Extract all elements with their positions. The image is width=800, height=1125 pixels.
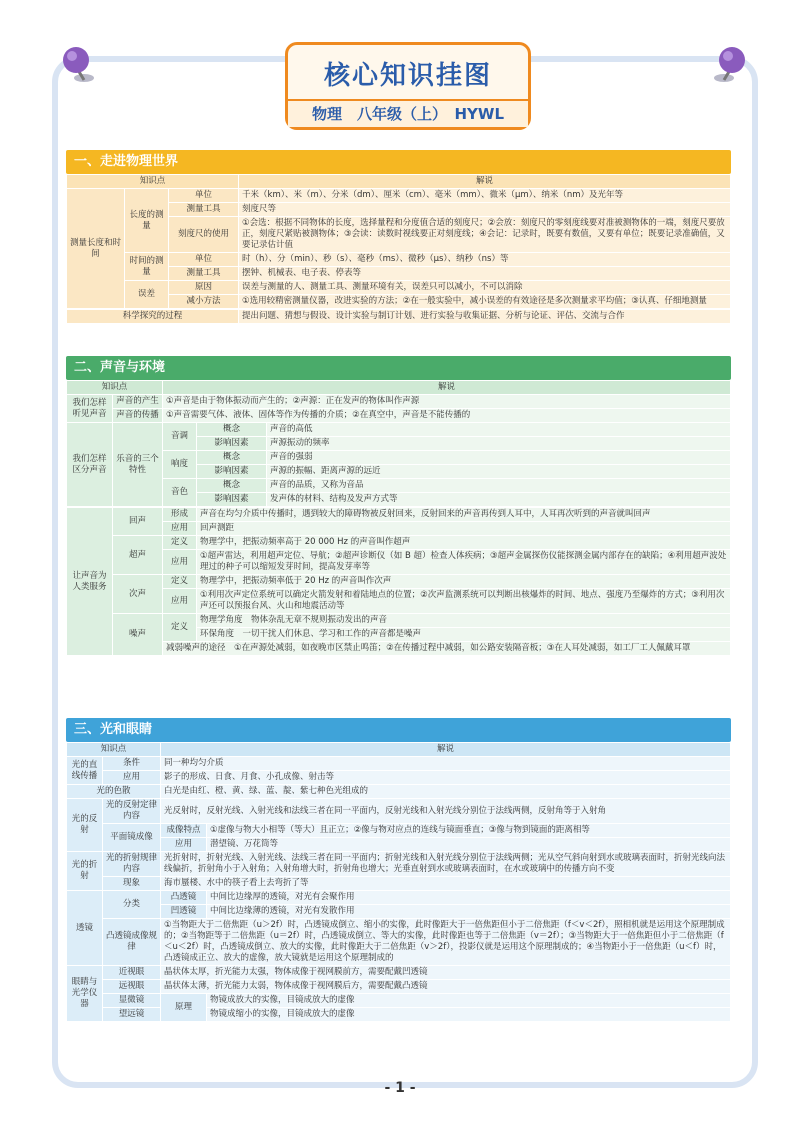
section-1-table (66, 174, 731, 309)
table-row (67, 479, 731, 493)
sub-cell: 定义 (163, 536, 197, 550)
table-row (67, 757, 731, 771)
table-row (67, 799, 731, 824)
desc-cell: ①会选：根据不同物体的长度，选择量程和分度值合适的刻度尺；②会放：刻度尺的零刻度线要对准被测物体的一端，刻度尺要放正，刻度尺紧贴被测物体；③会读：读数时视线要正对刻度线；④会记：记录时，既要有数值，又要有单位；既要记录准确值，又要记录估计值 (239, 217, 731, 253)
sub-cell: 原理 (161, 994, 207, 1022)
topic-cell: 光的色散 (67, 785, 161, 799)
table-row (67, 550, 731, 575)
sub-cell: 单位 (169, 253, 239, 267)
table-row (67, 905, 731, 919)
pushpin-icon (54, 40, 102, 88)
sub-cell: 定义 (163, 575, 197, 589)
desc-cell: 摆钟、机械表、电子表、停表等 (239, 267, 731, 281)
desc-cell: 影子的形成、日食、月食、小孔成像、射击等 (161, 771, 731, 785)
sub-cell: 望远镜 (103, 1008, 161, 1022)
table-row (67, 253, 731, 267)
desc-cell: ①声音需要气体、液体、固体等作为传播的介质；②在真空中，声音是不能传播的 (163, 409, 731, 423)
desc-cell: 中间比边缘厚的透镜，对光有会聚作用 (207, 891, 731, 905)
header-cell: 知识点 (67, 381, 163, 395)
desc-cell: 发声体的材料、结构及发声方式等 (267, 493, 731, 507)
table-header (67, 175, 731, 189)
desc-cell: 时（h）、分（min）、秒（s）、毫秒（ms）、微秒（μs）、纳秒（ns）等 (239, 253, 731, 267)
table-row (67, 189, 731, 203)
sub-cell: 分类 (103, 891, 161, 919)
table-row (67, 838, 731, 852)
sub-cell: 光的反射定律内容 (103, 799, 161, 824)
desc-cell: 海市蜃楼、水中的筷子看上去弯折了等 (161, 877, 731, 891)
table-row (67, 508, 731, 522)
sub-cell: 声音的传播 (113, 409, 163, 423)
desc-cell: 声源振动的频率 (267, 437, 731, 451)
sub-cell: 回声 (113, 508, 163, 536)
sub-cell: 形成 (163, 508, 197, 522)
section-2-table-serve (66, 507, 731, 656)
desc-cell (197, 614, 731, 628)
page-title: 核心知识挂图 (323, 61, 492, 91)
sub-cell: 原因 (169, 281, 239, 295)
sub-cell: 远视眼 (103, 980, 161, 994)
sub-cell: 条件 (103, 757, 161, 771)
desc-cell: ①声音是由于物体振动而产生的；②声源：正在发声的物体叫作声源 (163, 395, 731, 409)
sub-cell: 测量工具 (169, 203, 239, 217)
desc-cell: 物理学中，把振动频率高于 20 000 Hz 的声音叫作超声 (197, 536, 731, 550)
section-1-table-tail (66, 309, 731, 324)
table-row (67, 395, 731, 409)
aspect-text: 物体杂乱无章不规则振动发出的声音 (251, 615, 388, 625)
table-row (67, 966, 731, 980)
aspect-text: 一切干扰人们休息、学习和工作的声音都是噪声 (242, 629, 422, 639)
desc-cell: 晶状体太厚，折光能力太强，物体成像于视网膜前方，需要配戴凹透镜 (161, 966, 731, 980)
sub-cell: 概念 (197, 479, 267, 493)
topic-cell: 我们怎样听见声音 (67, 395, 113, 423)
table-row (67, 891, 731, 905)
table-row (67, 980, 731, 994)
topic-cell: 测量长度和时间 (67, 189, 125, 309)
desc-cell: 声音的品质，又称为音品 (267, 479, 731, 493)
sub-cell: 声音的产生 (113, 395, 163, 409)
sub-cell: 音色 (163, 479, 197, 507)
table-row (67, 877, 731, 891)
desc-cell: 刻度尺等 (239, 203, 731, 217)
section-1 (66, 150, 731, 324)
desc-cell: 提出问题、猜想与假设、设计实验与制订计划、进行实验与收集证据、分析与论证、评估、交流与合作 (239, 310, 731, 324)
desc-cell: 声源的振幅、距离声源的远近 (267, 465, 731, 479)
sub-cell: 凹透镜 (161, 905, 207, 919)
title-box (285, 42, 531, 130)
sub-cell: 平面镜成像 (103, 824, 161, 852)
desc-cell: 误差与测量的人、测量工具、测量环境有关，误差只可以减小，不可以消除 (239, 281, 731, 295)
table-row (67, 409, 731, 423)
topic-cell: 我们怎样区分声音 (67, 423, 113, 507)
desc-cell: 光折射时，折射光线、入射光线、法线三者在同一平面内；折射光线和入射光线分别位于法线两侧；光从空气斜向射到水或玻璃表面时，折射光线向法线偏折，折射角小于入射角；入射角增大时，折射角也增大；光垂直射到水或玻璃表面时，在水或玻璃中的传播方向不变 (161, 852, 731, 877)
desc-cell: ①虚像与物大小相等（等大）且正立；②像与物对应点的连线与镜面垂直；③像与物到镜面的距离相等 (207, 824, 731, 838)
desc-cell (197, 628, 731, 642)
pushpin-icon (706, 40, 754, 88)
desc-cell: 潜望镜、万花筒等 (207, 838, 731, 852)
page-subtitle: 物理 八年级（上） HYWL (288, 99, 528, 127)
topic-cell: 长度的测量 (125, 189, 169, 253)
desc-cell: 光反射时，反射光线、入射光线和法线三者在同一平面内，反射光线和入射光线分别位于法线两侧，反射角等于入射角 (161, 799, 731, 824)
desc-cell: ①选用较精密测量仪器，改进实验的方法；②在一般实验中，减小误差的有效途径是多次测量求平均值；③认真、仔细地测量 (239, 295, 731, 309)
sub-cell: 成像特点 (161, 824, 207, 838)
sub-cell: 概念 (197, 423, 267, 437)
topic-cell: 误差 (125, 281, 169, 309)
desc-cell: 晶状体太薄，折光能力太弱，物体成像于视网膜后方，需要配戴凸透镜 (161, 980, 731, 994)
topic-cell: 时间的测量 (125, 253, 169, 281)
sub-cell: 响度 (163, 451, 197, 479)
section-2 (66, 356, 731, 656)
sub-cell: 概念 (197, 451, 267, 465)
sub-cell: 应用 (163, 550, 197, 575)
sub-cell: 影响因素 (197, 493, 267, 507)
sub-cell: 次声 (113, 575, 163, 614)
sub-cell: 超声 (113, 536, 163, 575)
desc-cell: 同一种均匀介质 (161, 757, 731, 771)
sub-cell: 应用 (163, 589, 197, 614)
aspect-label: 减弱噪声的途径 (166, 643, 226, 653)
table-row (67, 281, 731, 295)
table-row (67, 589, 731, 614)
sub-cell: 单位 (169, 189, 239, 203)
sub-cell: 影响因素 (197, 465, 267, 479)
topic-cell: 光的反射 (67, 799, 103, 852)
desc-cell: 声音的强弱 (267, 451, 731, 465)
table-row (67, 785, 731, 799)
header-cell: 知识点 (67, 743, 161, 757)
sub-cell: 影响因素 (197, 437, 267, 451)
sub-cell: 显微镜 (103, 994, 161, 1008)
header-cell: 解说 (239, 175, 731, 189)
sub-cell: 现象 (103, 877, 161, 891)
desc-cell: 中间比边缘薄的透镜，对光有发散作用 (207, 905, 731, 919)
sub-cell: 噪声 (113, 614, 163, 656)
section-title: 一、走进物理世界 (66, 150, 731, 174)
topic-cell: 科学探究的过程 (67, 310, 239, 324)
topic-cell: 光的直线传播 (67, 757, 103, 785)
desc-cell: ①超声雷达，利用超声定位、导航；②超声诊断仪（如 B 超）检查人体疾病；③超声金属探伤仪能探测金属内部存在的缺陷；④利用超声波处理过的种子可以缩短发芽时间，提高发芽率等 (197, 550, 731, 575)
desc-cell: ①利用次声定位系统可以确定火箭发射和着陆地点的位置；②次声监测系统可以判断出核爆炸的时间、地点、强度乃至爆炸的方式；③利用次声还可以预报台风、火山和地震活动等 (197, 589, 731, 614)
section-title: 三、光和眼睛 (66, 718, 731, 742)
sub-cell: 凸透镜 (161, 891, 207, 905)
topic-cell: 光的折射 (67, 852, 103, 891)
table-row (67, 522, 731, 536)
aspect-label: 物理学角度 (200, 615, 243, 625)
section-title: 二、声音与环境 (66, 356, 731, 380)
table-row (67, 994, 731, 1008)
aspect-label: 环保角度 (200, 629, 235, 639)
sub-cell: 光的折射规律内容 (103, 852, 161, 877)
desc-cell: 白光是由红、橙、黄、绿、蓝、靛、紫七种色光组成的 (161, 785, 731, 799)
desc-cell: 千米（km）、米（m）、分米（dm）、厘米（cm）、毫米（mm）、微米（μm）、纳米（nm）及光年等 (239, 189, 731, 203)
sub-cell: 应用 (161, 838, 207, 852)
desc-cell: 回声测距 (197, 522, 731, 536)
table-row (67, 824, 731, 838)
table-row (67, 451, 731, 465)
desc-cell: 物镜成缩小的实像，目镜成放大的虚像 (207, 1008, 731, 1022)
sub-cell: 凸透镜成像规律 (103, 919, 161, 966)
topic-cell: 眼睛与光学仪器 (67, 966, 103, 1022)
sub-cell: 乐音的三个特性 (113, 423, 163, 507)
sub-cell: 测量工具 (169, 267, 239, 281)
aspect-text: ①在声源处减弱，如夜晚市区禁止鸣笛；②在传播过程中减弱，如公路安装隔音板；③在人耳处减弱，如工厂工人佩戴耳罩 (234, 643, 691, 653)
table-row (67, 771, 731, 785)
desc-cell: 物理学中，把振动频率低于 20 Hz 的声音叫作次声 (197, 575, 731, 589)
topic-cell: 透镜 (67, 891, 103, 966)
sub-cell: 应用 (163, 522, 197, 536)
table-header (67, 381, 731, 395)
desc-cell: 声音的高低 (267, 423, 731, 437)
table-row (67, 919, 731, 966)
header-cell: 解说 (163, 381, 731, 395)
sub-cell: 近视眼 (103, 966, 161, 980)
page-number: - 1 - (384, 1080, 416, 1096)
table-row (67, 852, 731, 877)
table-row (67, 642, 731, 656)
sub-cell: 刻度尺的使用 (169, 217, 239, 253)
desc-cell: 物镜成放大的实像，目镜成放大的虚像 (207, 994, 731, 1008)
section-3-table (66, 742, 731, 1022)
table-row (67, 536, 731, 550)
desc-cell: 声音在均匀介质中传播时，遇到较大的障碍物被反射回来，反射回来的声音再传到人耳中，人耳再次听到的声音就叫回声 (197, 508, 731, 522)
section-2-table (66, 380, 731, 507)
section-3 (66, 718, 731, 1022)
desc-cell (163, 642, 731, 656)
sub-cell: 定义 (163, 614, 197, 642)
topic-cell: 让声音为人类服务 (67, 508, 113, 656)
sub-cell: 减小方法 (169, 295, 239, 309)
table-header (67, 743, 731, 757)
sub-cell: 应用 (103, 771, 161, 785)
header-cell: 知识点 (67, 175, 239, 189)
table-row (67, 614, 731, 628)
table-row (67, 575, 731, 589)
header-cell: 解说 (161, 743, 731, 757)
sub-cell: 音调 (163, 423, 197, 451)
table-row (67, 423, 731, 437)
table-row (67, 310, 731, 324)
desc-cell: ①当物距大于二倍焦距（u＞2f）时，凸透镜成倒立、缩小的实像，此时像距大于一倍焦距但小于二倍焦距（f＜v＜2f），照相机就是运用这个原理制成的；②当物距等于二倍焦距（u＝2f）时，凸透镜成倒立、等大的实像，此时像距也等于二倍焦距（v＝2f）；③当物距大于一倍焦距但小于二倍焦距（f＜u＜2f）时，凸透镜成倒立、放大的实像，此时像距大于二倍焦距（v＞2f），投影仪就是运用这个原理制成的；④当物距小于一倍焦距（u＜f）时，凸透镜成正立、放大的虚像，放大镜就是运用这个原理制成的 (161, 919, 731, 966)
